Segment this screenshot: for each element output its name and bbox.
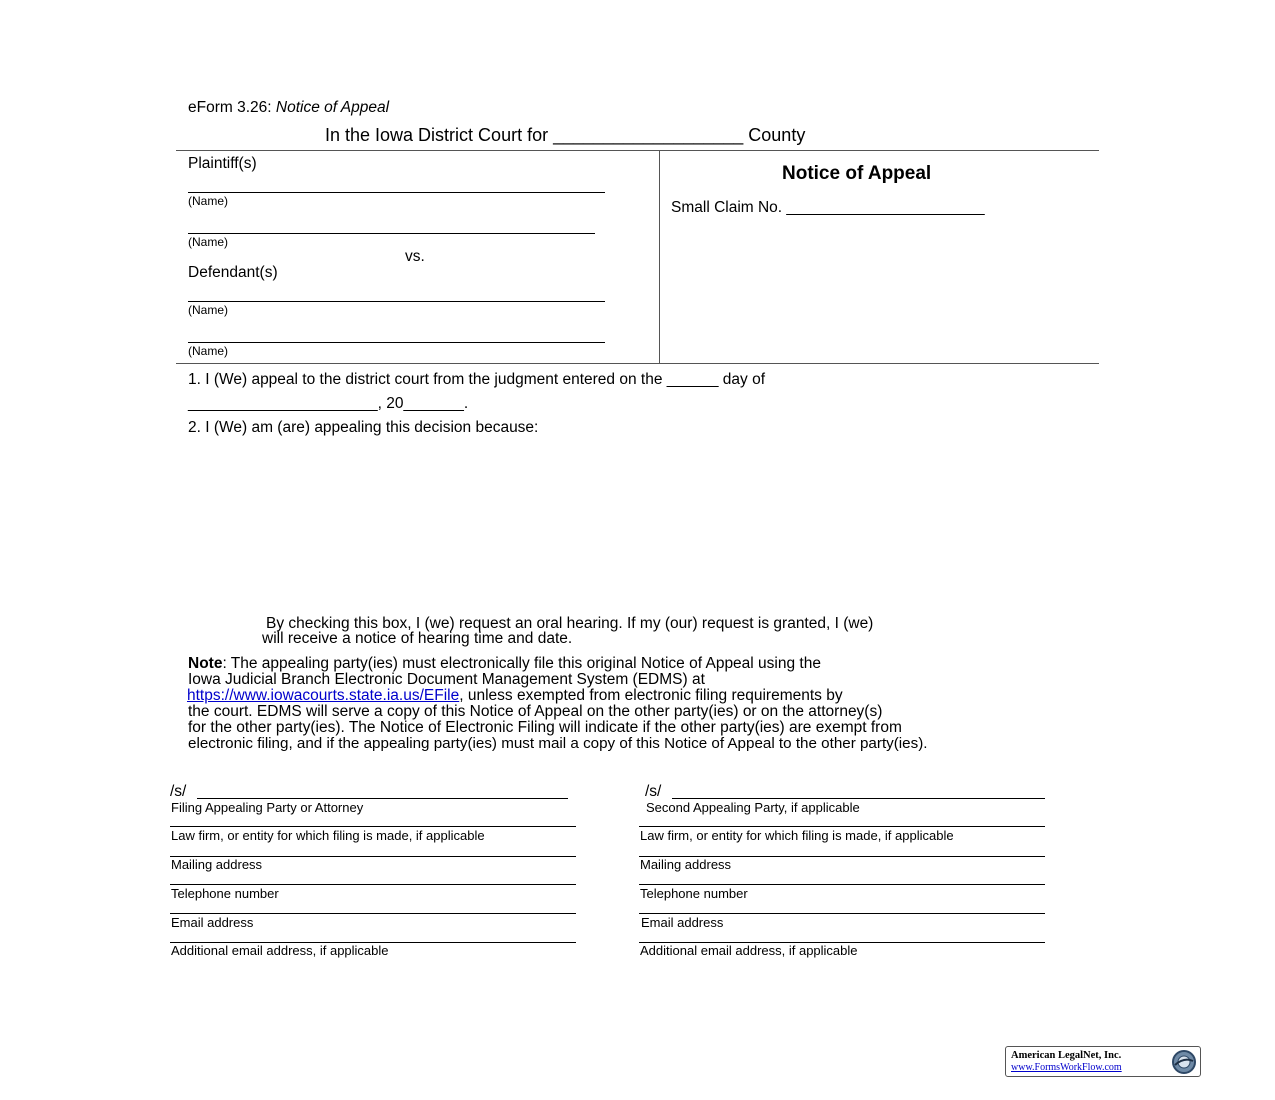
court-heading: In the Iowa District Court for ___________________ County <box>325 125 806 145</box>
defendant-name-line-1[interactable] <box>188 301 605 302</box>
left-firm-label: Law firm, or entity for which filing is made, if applicable <box>171 828 485 843</box>
right-phone-line[interactable] <box>639 884 1045 885</box>
item-1-line-2[interactable]: ______________________, 20_______. <box>188 395 469 412</box>
note-line-2: Iowa Judicial Branch Electronic Document Management System (EDMS) at <box>188 671 705 688</box>
small-claim-number[interactable]: Small Claim No. _______________________ <box>671 199 985 216</box>
left-signature-line[interactable] <box>197 798 568 799</box>
name-caption: (Name) <box>188 194 229 208</box>
defendant-name-line-2[interactable] <box>188 342 605 343</box>
name-caption: (Name) <box>188 344 229 358</box>
caption-top-rule <box>176 150 1099 151</box>
note-line-1: Note: The appealing party(ies) must electronically file this original Notice of Appeal using the <box>188 655 821 672</box>
left-phone-label: Telephone number <box>171 886 279 901</box>
item-1-line-1: 1. I (We) appeal to the district court from the judgment entered on the ______ day of <box>188 371 765 388</box>
right-party-label: Second Appealing Party, if applicable <box>646 800 860 815</box>
right-mailing-label: Mailing address <box>640 857 732 872</box>
left-party-label: Filing Appealing Party or Attorney <box>171 800 364 815</box>
name-caption: (Name) <box>188 303 229 317</box>
left-firm-line[interactable] <box>170 826 576 827</box>
note-line-4: the court. EDMS will serve a copy of this Notice of Appeal on the other party(ies) or on the attorney(s) <box>188 703 883 720</box>
right-signature-line[interactable] <box>672 798 1045 799</box>
note-line-6: electronic filing, and if the appealing party(ies) must mail a copy of this Notice of Appeal to the other party(ies). <box>188 735 928 752</box>
plaintiff-name-line-1[interactable] <box>188 192 605 193</box>
logo-url[interactable]: www.FormsWorkFlow.com <box>1011 1062 1122 1073</box>
right-firm-label: Law firm, or entity for which filing is made, if applicable <box>640 828 954 843</box>
note-line-5: for the other party(ies). The Notice of Electronic Filing will indicate if the other party(ies) are exempt from <box>188 719 902 736</box>
caption-bottom-rule <box>176 363 1099 364</box>
item-2-text: 2. I (We) am (are) appealing this decision because: <box>188 419 539 436</box>
plaintiff-label: Plaintiff(s) <box>188 155 257 172</box>
defendant-label: Defendant(s) <box>188 264 278 281</box>
globe-icon <box>1171 1049 1197 1075</box>
right-phone-label: Telephone number <box>640 886 748 901</box>
efile-link[interactable]: https://www.iowacourts.state.ia.us/EFile <box>187 687 460 704</box>
left-email-label: Email address <box>171 915 254 930</box>
form-id: eForm 3.26: Notice of Appeal <box>188 99 390 116</box>
left-email2-label: Additional email address, if applicable <box>171 943 389 958</box>
signature-mark: /s/ <box>645 783 662 800</box>
right-email-label: Email address <box>641 915 724 930</box>
oral-hearing-line-2: will receive a notice of hearing time and date. <box>262 630 573 647</box>
versus-text: vs. <box>405 248 425 265</box>
right-firm-line[interactable] <box>639 826 1045 827</box>
note-line-3: https://www.iowacourts.state.ia.us/EFile, unless exempted from electronic filing requirements by <box>187 687 843 704</box>
left-phone-line[interactable] <box>170 884 576 885</box>
left-mailing-label: Mailing address <box>171 857 263 872</box>
caption-title: Notice of Appeal <box>782 163 932 184</box>
name-caption: (Name) <box>188 235 229 249</box>
left-email-line[interactable] <box>170 913 576 914</box>
signature-mark: /s/ <box>170 783 187 800</box>
caption-divider <box>659 150 660 363</box>
right-email-line[interactable] <box>639 913 1045 914</box>
logo-company: American LegalNet, Inc. <box>1011 1050 1122 1061</box>
form-name: Notice of Appeal <box>275 99 390 116</box>
right-email2-label: Additional email address, if applicable <box>640 943 858 958</box>
note-label: Note <box>188 655 223 672</box>
oral-hearing-line-1: By checking this box, I (we) request an oral hearing. If my (our) request is granted, I (we) <box>266 615 874 632</box>
plaintiff-name-line-2[interactable] <box>188 233 595 234</box>
forms-workflow-logo[interactable] <box>1005 1046 1201 1077</box>
